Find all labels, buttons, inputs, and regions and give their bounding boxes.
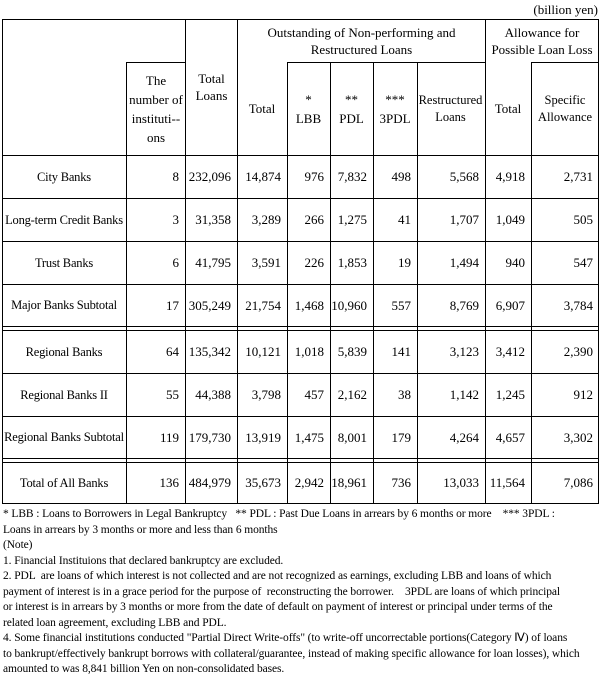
footnote-line: or interest is in arrears by 3 months or more from the date of default on payment of interest or principal under terms of the	[3, 601, 553, 613]
table-cell: 6,907	[495, 297, 525, 313]
table-cell: 17	[166, 297, 179, 313]
footnotes-block	[3, 507, 600, 674]
col-header-line: ***	[385, 91, 405, 107]
table-cell: 305,249	[188, 297, 231, 313]
table-cell: 976	[304, 169, 324, 184]
footnote-line: 2. PDL are loans of which interest is not collected and are not recognized as earnings, excluding LBB and loans of which	[3, 570, 552, 582]
table-cell: 4,264	[449, 429, 479, 445]
table-cell: 457	[304, 387, 324, 402]
table-cell: 2,731	[563, 169, 593, 184]
table-cell: 557	[391, 297, 411, 313]
row-label: Total of All Banks	[19, 475, 109, 490]
table-cell: 3,591	[251, 255, 281, 270]
table-cell: 55	[166, 387, 179, 402]
table-cell: 5,568	[449, 169, 479, 184]
table-cell: 21,754	[245, 297, 281, 313]
grid-line	[2, 503, 599, 504]
col-header-line: 3PDL	[379, 110, 411, 126]
table-cell: 44,388	[195, 387, 231, 402]
table-cell: 2,390	[563, 344, 593, 359]
col-header-total-loans: Total Loans	[195, 71, 228, 103]
table-cell: 3,302	[563, 429, 593, 445]
table-cell: 1,468	[294, 297, 324, 313]
table-cell: 266	[304, 212, 324, 227]
table-cell: 179,730	[188, 429, 231, 445]
table-cell: 736	[391, 475, 411, 490]
col-header-line: PDL	[339, 110, 364, 126]
table-cell: 11,564	[489, 475, 525, 490]
table-cell: 3,412	[495, 344, 525, 359]
table-cell: 226	[304, 255, 324, 270]
footnote-line: (Note)	[3, 539, 33, 551]
table-cell: 1,245	[495, 387, 525, 402]
table-row	[0, 156, 601, 198]
table-cell: 1,049	[495, 212, 525, 227]
table-row	[0, 331, 601, 373]
table-cell: 1,494	[449, 255, 479, 270]
footnote-line: payment of interest is in a grace period for the purpose of reconstructing the borrower. 3PDL are loans of which principal	[3, 585, 561, 598]
table-cell: 18,961	[331, 475, 367, 490]
unit-label: (billion yen)	[533, 2, 598, 17]
table-cell: 31,358	[195, 212, 231, 227]
table-cell: 1,142	[449, 387, 479, 402]
table-cell: 35,673	[245, 475, 281, 490]
table-cell: 4,918	[495, 169, 525, 184]
table-cell: 505	[573, 212, 593, 227]
col-header-line: number of	[129, 91, 183, 107]
col-header-line: *	[305, 91, 312, 107]
row-label: City Banks	[37, 169, 91, 184]
table-row	[0, 417, 601, 458]
footnote-line: to bankrupt/effectively bankrupt borrows with collateral/guarantee, instead of making specific allowance for loan losses), which	[3, 647, 580, 660]
table-cell: 13,033	[443, 475, 479, 490]
row-label: Long-term Credit Banks	[5, 212, 123, 227]
table-cell: 3,784	[563, 297, 593, 313]
table-cell: 5,839	[337, 344, 367, 359]
table-cell: 14,874	[245, 169, 281, 184]
table-cell: 41,795	[195, 255, 231, 270]
footnote-line: * LBB : Loans to Borrowers in Legal Bankruptcy ** PDL : Past Due Loans in arrears by 6 months or more *** 3PDL :	[3, 508, 555, 520]
table-cell: 64	[166, 344, 179, 359]
col-header-3pdl	[374, 63, 416, 154]
row-label: Major Banks Subtotal	[11, 298, 117, 312]
footnote-line: related loan agreement, excluding LBB and PDL.	[3, 616, 227, 629]
table-row	[0, 199, 601, 241]
col-header-institutions	[127, 63, 185, 154]
table-cell: 179	[391, 429, 411, 445]
table-cell: 547	[573, 255, 593, 270]
table-row	[0, 242, 601, 284]
table-cell: 119	[159, 429, 179, 445]
footnote-line: 1. Financial Instituions that declared bankruptcy are excluded.	[3, 554, 284, 567]
table-cell: 1,475	[294, 429, 324, 445]
footnote-line: Loans in arrears by 3 months or more and less than 6 months	[3, 523, 278, 536]
table-row	[0, 374, 601, 416]
table-cell: 8	[172, 169, 179, 184]
table-cell: 4,657	[495, 429, 525, 445]
footnote-line: 4. Some financial institutions conducted "Partial Direct Write-offs" (to write-off uncorrectable portions(Category Ⅳ) of loans	[3, 632, 568, 644]
grid-line	[2, 458, 599, 459]
col-header-restructured: Restructured Loans	[418, 92, 483, 124]
col-header-line: **	[345, 91, 358, 107]
table-cell: 484,979	[188, 475, 231, 490]
table-cell: 2,162	[337, 387, 367, 402]
col-header-npl-total: Total	[248, 101, 276, 116]
table-cell: 10,121	[245, 344, 281, 359]
table-cell: 7,832	[337, 169, 367, 184]
table-cell: 912	[573, 387, 593, 402]
col-header-pdl	[331, 63, 372, 154]
row-label: Regional Banks Subtotal	[4, 430, 124, 444]
table-cell: 41	[398, 212, 411, 227]
footnote-line: amounted to was 8,841 billion Yen on non-consolidated bases.	[3, 663, 285, 674]
table-cell: 136	[159, 475, 179, 490]
table-cell: 38	[398, 387, 411, 402]
table-cell: 135,342	[188, 344, 231, 359]
col-header-line: The	[145, 72, 167, 88]
table-cell: 1,707	[449, 212, 479, 227]
table-cell: 1,275	[337, 212, 367, 227]
table-cell: 2,942	[294, 475, 324, 490]
row-label: Regional Banks	[25, 344, 103, 359]
row-label: Trust Banks	[34, 255, 94, 270]
row-label: Regional Banks II	[20, 387, 108, 402]
table-cell: 1,853	[337, 255, 367, 270]
grid-line	[2, 326, 599, 327]
group-header-allowance: Allowance for Possible Loan Loss	[491, 24, 593, 57]
table-cell: 10,960	[331, 297, 367, 313]
group-header-outstanding: Outstanding of Non-performing and Restructured Loans	[267, 24, 456, 57]
col-header-line: instituti--	[131, 110, 181, 126]
table-row	[0, 285, 601, 326]
table-cell: 3,289	[251, 212, 281, 227]
table-cell: 13,919	[245, 429, 281, 445]
table-cell: 1,018	[294, 344, 324, 359]
table-cell: 6	[172, 255, 179, 270]
table-cell: 940	[505, 255, 525, 270]
col-header-specific-allowance: Specific Allowance	[537, 92, 593, 124]
table-row	[0, 463, 601, 503]
col-header-allowance-total: Total	[494, 101, 522, 116]
col-header-lbb	[288, 63, 329, 154]
table-cell: 7,086	[563, 475, 593, 490]
table-cell: 3,798	[251, 387, 281, 402]
table-cell: 141	[391, 344, 411, 359]
table-cell: 8,769	[449, 297, 479, 313]
col-header-line: LBB	[295, 110, 322, 126]
table-cell: 8,001	[337, 429, 367, 445]
table-cell: 3,123	[449, 344, 479, 359]
col-header-line: ons	[146, 129, 166, 145]
table-cell: 498	[391, 169, 411, 184]
table-cell: 3	[172, 212, 179, 227]
table-cell: 19	[398, 255, 411, 270]
table-cell: 232,096	[188, 169, 231, 184]
